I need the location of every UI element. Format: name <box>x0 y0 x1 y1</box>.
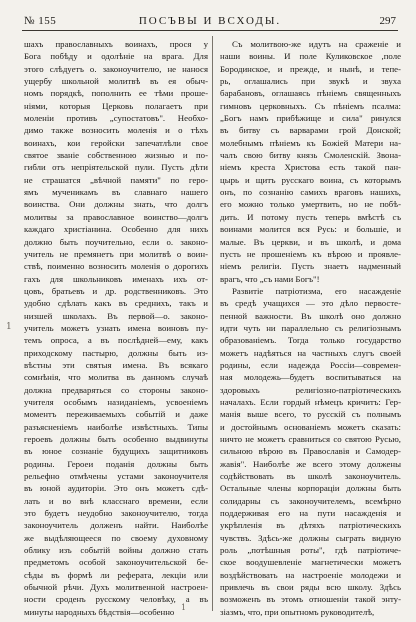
text-line: Остальные члены корпораціи должны быть <box>220 483 401 494</box>
column-divider <box>212 36 213 611</box>
text-line: каждаго христіанина. Особенно для нихъ <box>24 224 208 235</box>
journal-title: ПОСЪВЫ И ВСХОДЫ. <box>138 15 282 27</box>
text-line: въ битву съ варварами грой Донской; <box>220 125 401 136</box>
text-line: учителя особымъ назиданіемъ, усвоеніемъ <box>24 396 208 407</box>
text-line: его можно только умертвить, но не побѣ- <box>220 199 401 210</box>
margin-mark: 1 <box>6 322 12 332</box>
issue-number: № 155 <box>24 15 57 27</box>
text-line: Развитіе патріотизма, его насажденіе <box>232 285 401 296</box>
text-line: предметомъ особой законоучительской бе- <box>24 557 208 568</box>
text-line: пенной важности. Въ школѣ оно должно <box>220 310 401 321</box>
text-line: учитель не премянетъ при молитвѣ о воин- <box>24 248 208 259</box>
left-column <box>24 38 208 617</box>
text-line: онъ, по сознанію самихъ враговъ нашихъ, <box>220 187 401 198</box>
text-line: ніями, которыя Церковь полагаетъ при <box>24 100 208 111</box>
text-line: и достойнымъ основаніемъ можетъ сказать: <box>220 421 401 432</box>
text-line: образованіемъ. Тогда только государство <box>220 335 401 346</box>
text-line: номъ порядкѣ, пополнить ее тѣми проше- <box>24 88 208 99</box>
text-line: ніемъ религіи. Пусть знаетъ надменный <box>220 261 401 272</box>
text-line: героевъ должны быть особенно выдвинуты <box>24 434 208 444</box>
text-line: привлечь въ свои ряды всю школу. Здѣсь <box>220 582 401 593</box>
text-line: молебнымъ пѣніемъ къ Божіей Матери на- <box>220 137 401 148</box>
text-line: лать и во внѣ класснаго времени, если <box>24 495 208 506</box>
text-line: жавія". Наиболѣе же всего этому должены <box>220 458 401 469</box>
bottom-mark: 1 <box>181 603 187 612</box>
text-line: обычной рѣчи. Духъ молитвенной настроен- <box>24 582 208 593</box>
text-line: этого слѣдуетъ о. законоучителю, не нанося <box>24 63 208 74</box>
text-line: барабановъ, оглашаясь пѣніемъ священныхъ <box>220 88 401 99</box>
text-line: облику изъ событій войны должно стать <box>24 545 208 556</box>
text-line: гахъ для школьниковъ именахъ ихъ от- <box>24 273 208 284</box>
header-rule <box>22 30 398 31</box>
text-line: молитвы за православное воинство—долгъ <box>24 211 208 222</box>
text-line: святое званіе собственною жизнью и по- <box>24 150 208 161</box>
text-line: здоровыхъ религіозно-патріотическихъ <box>220 384 401 395</box>
text-line: ямъ мученикамъ въ славнаго нашего <box>24 187 208 198</box>
text-line: же выдѣляющееся по своему духовному <box>24 532 208 543</box>
text-line: сомнѣнія, что молитва въ данномъ случаѣ <box>24 372 208 383</box>
text-line: должно быть поучительно, если о. законо- <box>24 236 208 247</box>
text-line: чалъ свою битву князь Смоленскій. Звона- <box>220 150 401 161</box>
text-line: разъясненіемъ наиболѣе извѣстныхъ. Типы <box>24 421 208 432</box>
text-line: минуты народныхъ бѣдствія—особенно <box>24 606 175 617</box>
text-line: манія выше всего, то русскій съ полнымъ <box>220 409 401 420</box>
text-line: сѣды въ формѣ ли реферата, лекціи или <box>24 569 208 580</box>
text-line: гимновъ церковныхъ. Съ пѣніемъ псалма: <box>220 100 401 111</box>
text-line: это будетъ неудобно законоучителю, тогда <box>24 508 208 519</box>
text-line: чувствъ. Здѣсь-же должны сыграть видную <box>220 532 401 543</box>
text-line: пусть не прошеніемъ къ вѣрою и проявле- <box>220 248 401 259</box>
text-line: родины, если надежда Россіи—современ- <box>220 359 401 370</box>
text-line: ущербу школьной молитвѣ въ ея обыч- <box>24 76 208 87</box>
text-line: поддерживая его на пути насажденія и <box>220 508 401 519</box>
text-line: вѣстны эти святыя имена. Въ всякаго <box>24 359 208 370</box>
text-line: воинахъ, кои геройски запечатлѣли свое <box>24 137 208 148</box>
text-line: родины. Героеи поданія должны быть <box>24 458 208 469</box>
page-number: 297 <box>379 15 396 27</box>
text-line: ности сроденъ русскому человѣку, а въ <box>24 594 208 605</box>
text-line: Бородинское, и прежде, и нынѣ, и тепе- <box>220 63 401 74</box>
text-line: удобно сдѣлать какъ въ среднихъ, такъ и <box>24 298 208 309</box>
text-line: наши воины. И поле Куликовское ,поле <box>220 51 401 62</box>
text-line: идти чуть ни параллельно съ религіознымъ <box>220 322 401 333</box>
text-line: Бога побѣду и одолѣніе на врага. Для <box>24 51 208 62</box>
text-line: воинства. Они должны знать, что долгъ <box>24 199 208 210</box>
text-line: ная молодежь—будетъ воспитываться на <box>220 372 401 383</box>
text-line: учитель можетъ узнать имена воиновъ пу- <box>24 322 208 333</box>
text-line: темъ опроса, а въ послѣдней—ему, какъ <box>24 335 208 346</box>
text-line: сильною вѣрою въ Православія и Самодер- <box>220 446 401 457</box>
text-line: роль „потѣшныя роты", гдѣ патріотиче- <box>220 545 401 556</box>
text-line: моментъ переживаемыхъ событій и даже <box>24 409 208 420</box>
text-line: малые. Въ церкви, и въ школѣ, и дома <box>220 236 401 247</box>
text-line: гибли отъ непріятельской пули. Пусть дѣти <box>24 162 208 173</box>
text-line: шахъ православныхъ воинахъ, прося у <box>24 39 208 49</box>
text-line: врагъ, что „съ нами Богъ"! <box>220 273 320 284</box>
text-line: содѣйствовать въ школѣ законоучитель. <box>220 471 401 482</box>
text-line: рельефно отмѣчены устами законоучителя <box>24 471 208 482</box>
text-line: законоучитель долженъ найти. Наиболѣе <box>24 520 208 531</box>
text-line: воинами молится вся Русь: и большіе, и <box>220 224 401 235</box>
text-line: должна предваряться со стороны законо- <box>24 384 208 395</box>
text-line: ничто не можетъ сравниться со святою Русью, <box>220 434 401 444</box>
text-line: въ средѣ учащихся — это дѣло первосте- <box>220 298 401 309</box>
text-line: не страшатся „вѣчной памяти" по геро- <box>24 174 208 185</box>
text-line: возможенъ въ этомъ отношеніи такой энту- <box>220 594 401 605</box>
text-line: ніемъ креста Христова есть такой пан- <box>220 162 401 173</box>
text-line: въ юное сознаніе будущихъ защитниковъ <box>24 446 208 457</box>
text-line: Съ молитвою-же идутъ на сраженіе и <box>232 39 401 49</box>
text-line: димо также возносить моленія и о тѣхъ <box>24 125 208 136</box>
text-line: укрѣпленія въ дѣтяхъ патріотическихъ <box>220 520 401 531</box>
text-line: ское воодушевленіе магнетически можетъ <box>220 557 401 568</box>
text-line: моленіи противъ „супостатовъ". Необхо- <box>24 113 208 124</box>
text-line: приходскому пастырю, должны быть из- <box>24 347 208 358</box>
text-line: воздѣйствовать на настроеніе молодежи и <box>220 569 401 580</box>
right-column <box>220 38 401 617</box>
text-line: цырь и щитъ русскаго воина, съ которымъ <box>220 174 401 185</box>
text-line: низшей школахъ. Въ первой—о. законо- <box>24 310 208 321</box>
text-line: солидарны съ законоучителемъ, всемѣрно <box>220 495 401 506</box>
text-line: началахъ. Если гордый нѣмецъ кричитъ: Гер- <box>220 396 401 407</box>
page-header <box>24 14 396 28</box>
text-line: „Богъ намъ прибѣжище и сила" ринулся <box>220 113 401 124</box>
text-line: въ юной аудиторіи. Это онъ можетъ сдѣ- <box>24 483 208 494</box>
text-line: можетъ надѣяться на частныхъ слугъ своей <box>220 347 401 358</box>
text-line: дить. И потому пусть теперь вмѣстѣ съ <box>220 211 401 222</box>
text-line: рь, оглашались при звукѣ и звуха <box>220 76 401 87</box>
text-line: ствѣ, поименно возносить моленія о дорогихъ <box>24 261 208 272</box>
text-line: зіазмъ, что, при опытномъ руководителѣ, <box>220 606 375 617</box>
text-line: цовъ, братьевъ и др. родственниковъ. Это <box>24 285 208 296</box>
